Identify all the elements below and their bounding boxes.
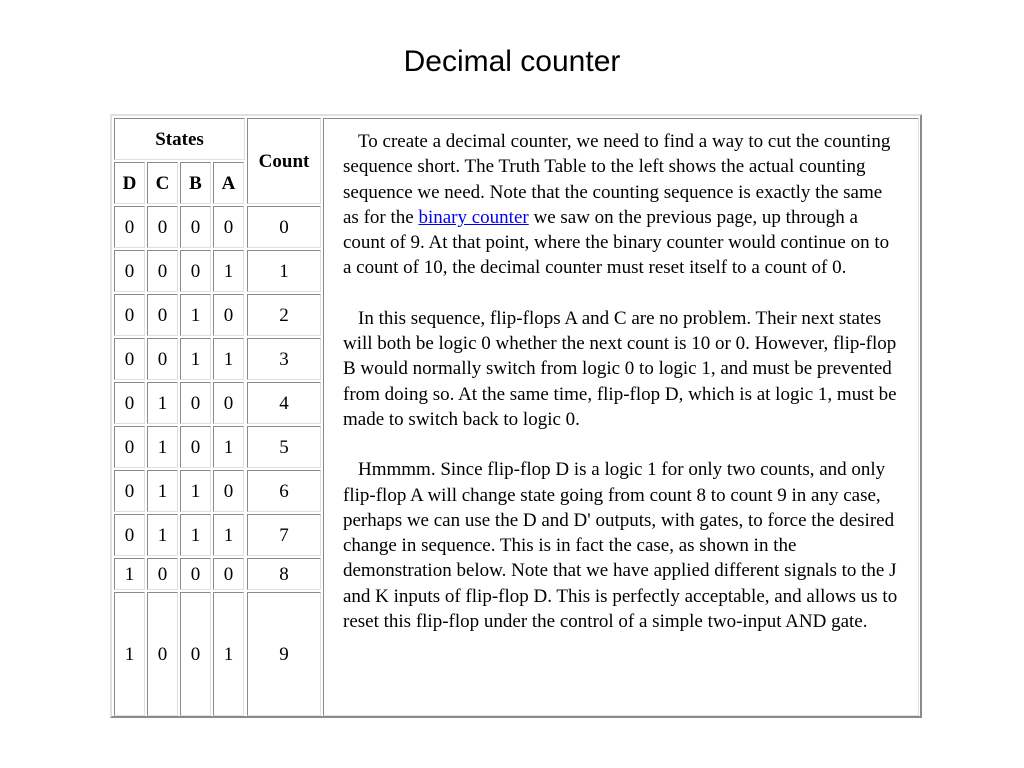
state-cell-b: 1 (180, 338, 211, 380)
binary-counter-link[interactable]: binary counter (418, 206, 529, 228)
paragraph-1-text-a: To create a decimal counter, we need to find a way to cut the counting sequence short. The Truth Table to the left shows the actual counting sequence we need. Note that the counting sequence is exactly the same as for the (343, 131, 891, 228)
state-cell-a: 0 (213, 206, 244, 248)
count-cell: 1 (247, 250, 321, 292)
state-cell-c: 1 (147, 514, 178, 556)
paragraph-1-text-b: we saw on the previous page, up through a count of 9. At that point, where the binary counter would continue on to a count of 10, the decimal counter must reset itself to a count of 0. (343, 206, 890, 279)
state-cell-a: 1 (213, 592, 244, 716)
count-cell: 5 (247, 426, 321, 468)
state-cell-c: 0 (147, 250, 178, 292)
state-cell-c: 0 (147, 206, 178, 248)
state-cell-d: 1 (114, 558, 145, 590)
description-text (323, 118, 919, 716)
state-cell-c: 0 (147, 592, 178, 716)
state-cell-b: 0 (180, 250, 211, 292)
state-cell-c: 0 (147, 294, 178, 336)
state-cell-b: 1 (180, 470, 211, 512)
state-cell-c: 1 (147, 382, 178, 424)
state-cell-b: 0 (180, 592, 211, 716)
paragraph-1 (343, 129, 898, 281)
column-header-d: D (114, 162, 145, 204)
count-cell: 0 (247, 206, 321, 248)
state-cell-b: 0 (180, 426, 211, 468)
state-cell-d: 0 (114, 426, 145, 468)
state-cell-a: 0 (213, 382, 244, 424)
state-cell-d: 0 (114, 294, 145, 336)
state-cell-d: 0 (114, 206, 145, 248)
state-cell-a: 0 (213, 470, 244, 512)
state-cell-d: 1 (114, 592, 145, 716)
state-cell-d: 0 (114, 250, 145, 292)
paragraph-2: In this sequence, flip-flops A and C are no problem. Their next states will both be logic 0 whether the next count is 10 or 0. However, flip-flop B would normally switch from logic 0 to logic 1, and must be prevented from doing so. At the same time, flip-flop D, which is at logic 1, must be made to switch back to logic 0. (343, 307, 897, 430)
state-cell-a: 0 (213, 294, 244, 336)
state-cell-b: 0 (180, 382, 211, 424)
state-cell-c: 0 (147, 558, 178, 590)
count-cell: 6 (247, 470, 321, 512)
state-cell-d: 0 (114, 514, 145, 556)
state-cell-d: 0 (114, 382, 145, 424)
count-header: Count (247, 118, 321, 204)
state-cell-b: 1 (180, 294, 211, 336)
state-cell-d: 0 (114, 338, 145, 380)
state-cell-b: 0 (180, 558, 211, 590)
column-header-c: C (147, 162, 178, 204)
state-cell-a: 1 (213, 514, 244, 556)
state-cell-a: 1 (213, 250, 244, 292)
state-cell-b: 1 (180, 514, 211, 556)
column-header-b: B (180, 162, 211, 204)
states-header: States (114, 118, 245, 160)
state-cell-b: 0 (180, 206, 211, 248)
count-cell: 2 (247, 294, 321, 336)
paragraph-3: Hmmmm. Since flip-flop D is a logic 1 for only two counts, and only flip-flop A will change state going from count 8 to count 9 in any case, perhaps we can use the D and D' outputs, with gates, to force the desired change in sequence. This is in fact the case, as shown in the demonstration below. Note that we have applied different signals to the J and K inputs of flip-flop D. This is perfectly acceptable, and allows us to reset this flip-flop under the control of a simple two-input AND gate. (343, 459, 898, 633)
count-cell: 8 (247, 558, 321, 590)
count-cell: 3 (247, 338, 321, 380)
state-cell-a: 1 (213, 338, 244, 380)
state-cell-c: 1 (147, 470, 178, 512)
state-cell-d: 0 (114, 470, 145, 512)
state-cell-a: 1 (213, 426, 244, 468)
state-cell-c: 1 (147, 426, 178, 468)
state-cell-a: 0 (213, 558, 244, 590)
count-cell: 9 (247, 592, 321, 716)
column-header-a: A (213, 162, 244, 204)
count-cell: 7 (247, 514, 321, 556)
page-title: Decimal counter (403, 45, 621, 78)
count-cell: 4 (247, 382, 321, 424)
state-cell-c: 0 (147, 338, 178, 380)
